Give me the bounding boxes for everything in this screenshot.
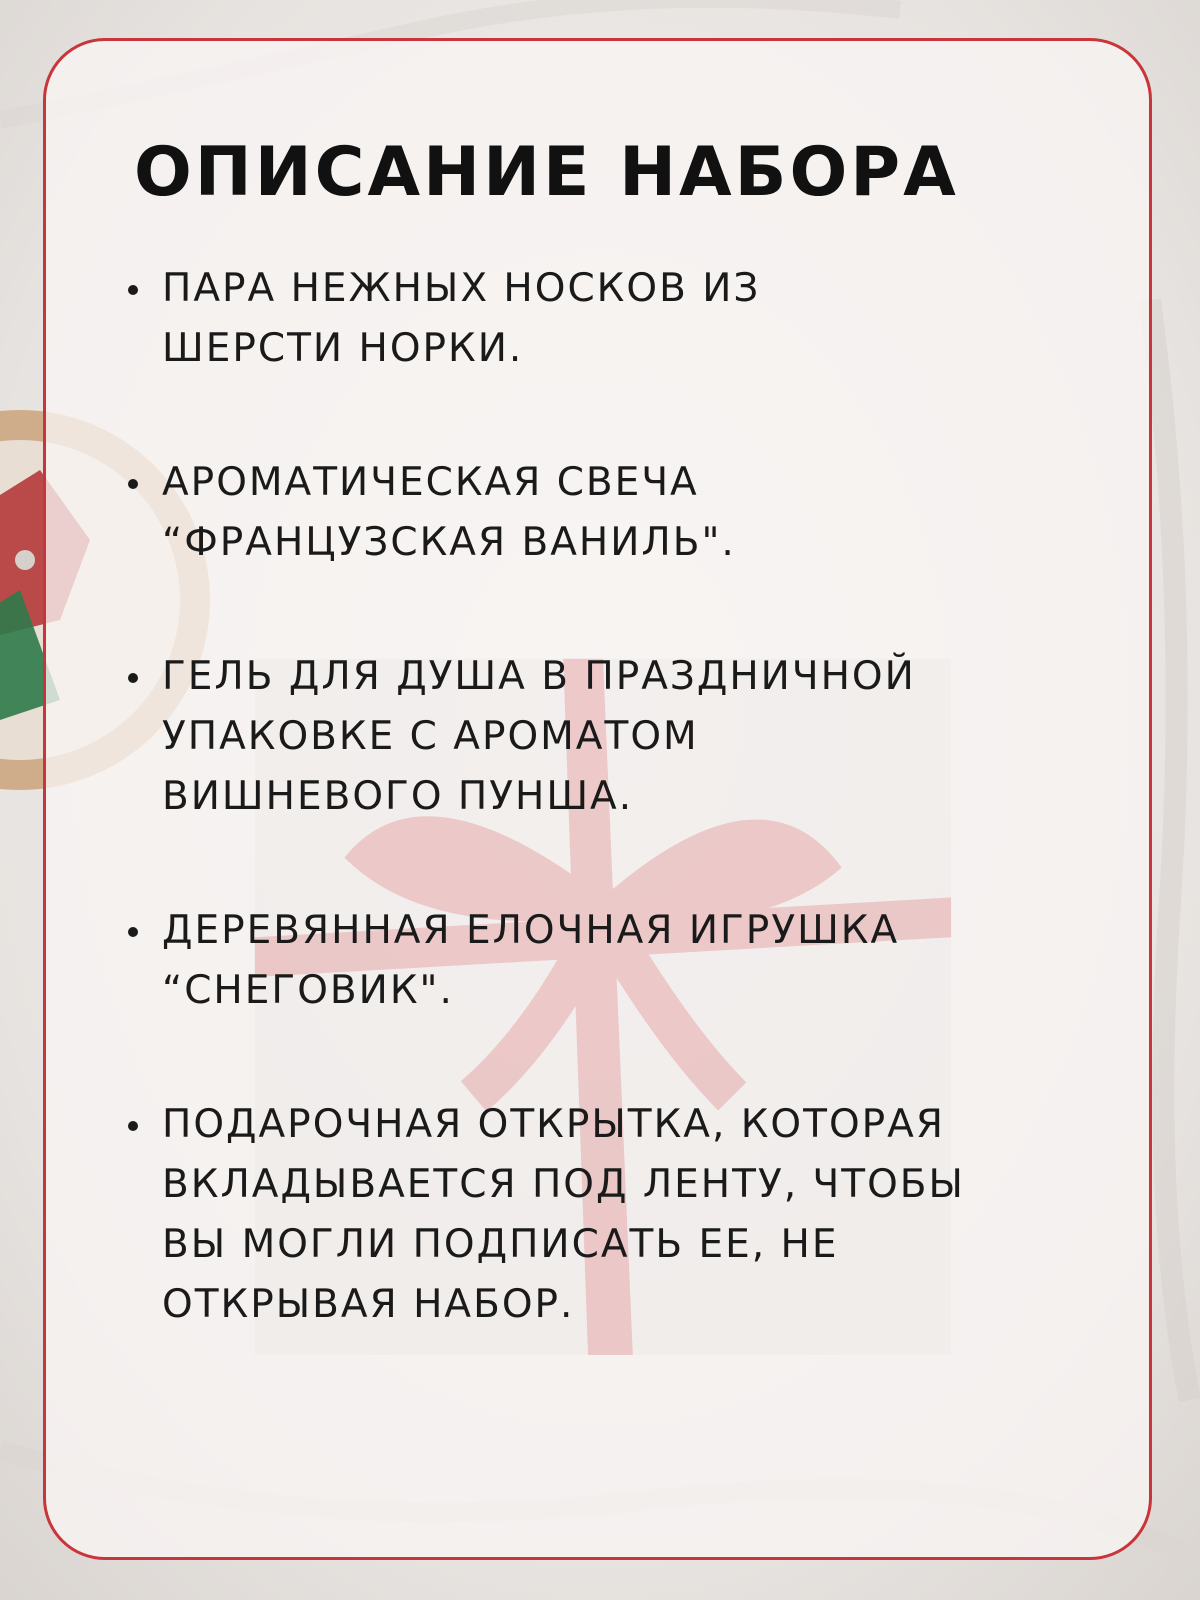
list-item-text: ОТКРЫВАЯ НАБОР. — [162, 1282, 575, 1327]
list-item-text: ПАРА НЕЖНЫХ НОСКОВ ИЗ — [162, 266, 761, 311]
list-item — [123, 259, 1113, 379]
bullet-icon — [128, 479, 138, 489]
list-item-text: ДЕРЕВЯННАЯ ЕЛОЧНАЯ ИГРУШКА — [162, 908, 900, 953]
page-title: ОПИСАНИЕ НАБОРА — [134, 133, 959, 212]
list-item-text: ШЕРСТИ НОРКИ. — [162, 326, 524, 371]
list-item-text: ПОДАРОЧНАЯ ОТКРЫТКА, КОТОРАЯ — [162, 1102, 945, 1147]
list-item — [123, 901, 1113, 1021]
list-item-text: ВИШНЕВОГО ПУНША. — [162, 774, 634, 819]
list-item-text: “ФРАНЦУЗСКАЯ ВАНИЛЬ". — [162, 520, 736, 565]
list-item-text: АРОМАТИЧЕСКАЯ СВЕЧА — [162, 460, 699, 505]
list-item — [123, 453, 1113, 573]
list-item — [123, 1095, 1113, 1335]
bullet-icon — [128, 285, 138, 295]
list-item — [123, 647, 1113, 827]
list-item-text: ГЕЛЬ ДЛЯ ДУША В ПРАЗДНИЧНОЙ — [162, 654, 916, 699]
list-item-text: “СНЕГОВИК". — [162, 968, 454, 1013]
list-item-text: ВЫ МОГЛИ ПОДПИСАТЬ ЕЕ, НЕ — [162, 1222, 839, 1267]
bullet-icon — [128, 927, 138, 937]
list-item-text: УПАКОВКЕ С АРОМАТОМ — [162, 714, 699, 759]
set-items-list — [123, 259, 1113, 1409]
bullet-icon — [128, 673, 138, 683]
list-item-text: ВКЛАДЫВАЕТСЯ ПОД ЛЕНТУ, ЧТОБЫ — [162, 1162, 965, 1207]
description-card — [43, 38, 1152, 1560]
bullet-icon — [128, 1121, 138, 1131]
